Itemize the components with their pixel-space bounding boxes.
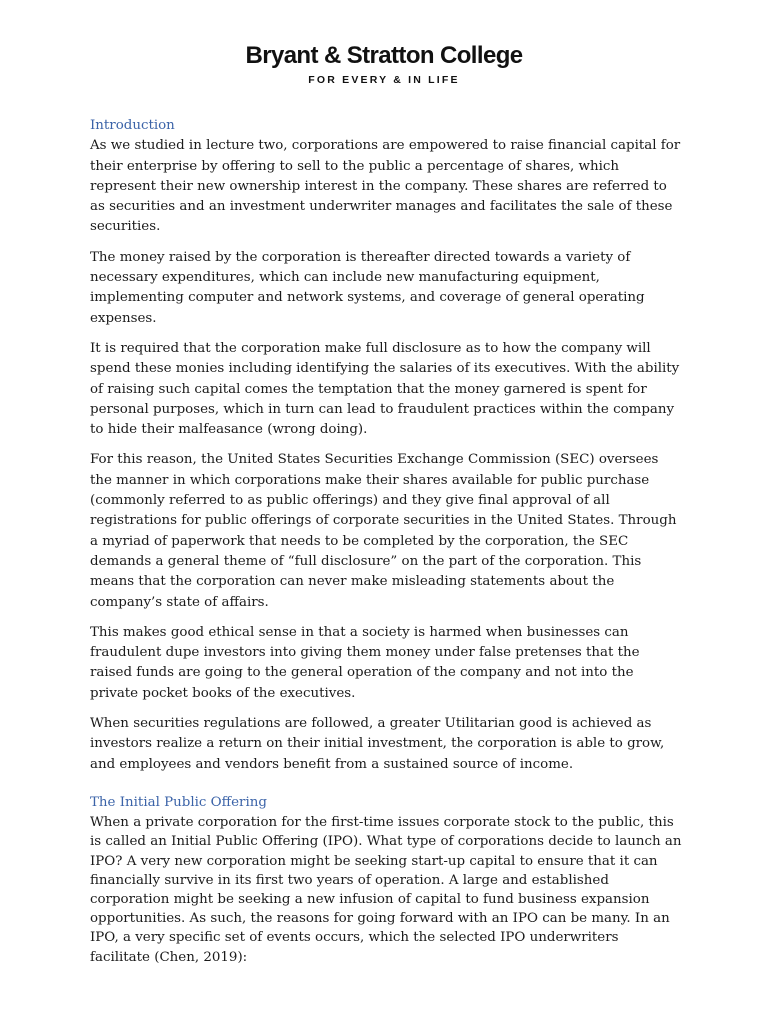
paragraph: As we studied in lecture two, corporations are empowered to raise financial capital for their enterprise by offering to sell to the public a percentage of shares, which represent their new ownership interest in the company. These shares are referred to as securities and an investment underwriter manages and facilitates the sale of these securities.	[90, 138, 681, 235]
paragraph: When a private corporation for the first-time issues corporate stock to the public, this is called an Initial Public Offering (IPO). What type of corporations decide to launch an IPO? A very new corporation might be seeking start-up capital to ensure that it can financially survive in its first two years of operation. A large and established corporation might be seeking a new infusion of capital to fund business expansion opportunities. As such, the reasons for going forward with an IPO can be many. In an IPO, a very specific set of events occurs, which the selected IPO underwriters facilitate (Chen, 2019):	[90, 815, 682, 965]
document-body	[90, 116, 682, 977]
section-introduction	[90, 116, 682, 775]
paragraph: When securities regulations are followed, a greater Utilitarian good is achieved as investors realize a return on their initial investment, the corporation is able to grow, and employees and vendors benefit from a sustained source of income.	[90, 716, 665, 772]
paragraph: It is required that the corporation make full disclosure as to how the company will spend these monies including identifying the salaries of its executives. With the ability of raising such capital comes the temptation that the money garnered is spent for personal purposes, which in turn can lead to fraudulent practices within the company to hide their malfeasance (wrong doing).	[90, 340, 680, 438]
logo-name: Bryant & Stratton College	[245, 42, 523, 69]
paragraph: The money raised by the corporation is thereafter directed towards a variety of necessary expenditures, which can include new manufacturing equipment, implementing computer and network systems, and coverage of general operating expenses.	[90, 249, 645, 326]
logo-tagline: FOR EVERY & IN LIFE	[308, 74, 460, 86]
section-ipo	[90, 793, 682, 967]
heading-ipo: The Initial Public Offering	[90, 794, 267, 810]
paragraph: This makes good ethical sense in that a society is harmed when businesses can fraudulent dupe investors into giving them money under false pretenses that the raised funds are going to the general operation of the company and not into the private pocket books of the executives.	[90, 624, 640, 701]
college-logo	[0, 42, 768, 87]
heading-introduction: Introduction	[90, 118, 175, 133]
paragraph: For this reason, the United States Securities Exchange Commission (SEC) oversees the manner in which corporations make their shares available for public purchase (commonly referred to as public offerings) and they give final approval of all registrations for public offerings of corporate securities in the United States. Through a myriad of paperwork that needs to be completed by the corporation, the SEC demands a general theme of “full disclosure” on the part of the corporation. This means that the corporation can never make misleading statements about the company’s state of affairs.	[90, 452, 677, 610]
